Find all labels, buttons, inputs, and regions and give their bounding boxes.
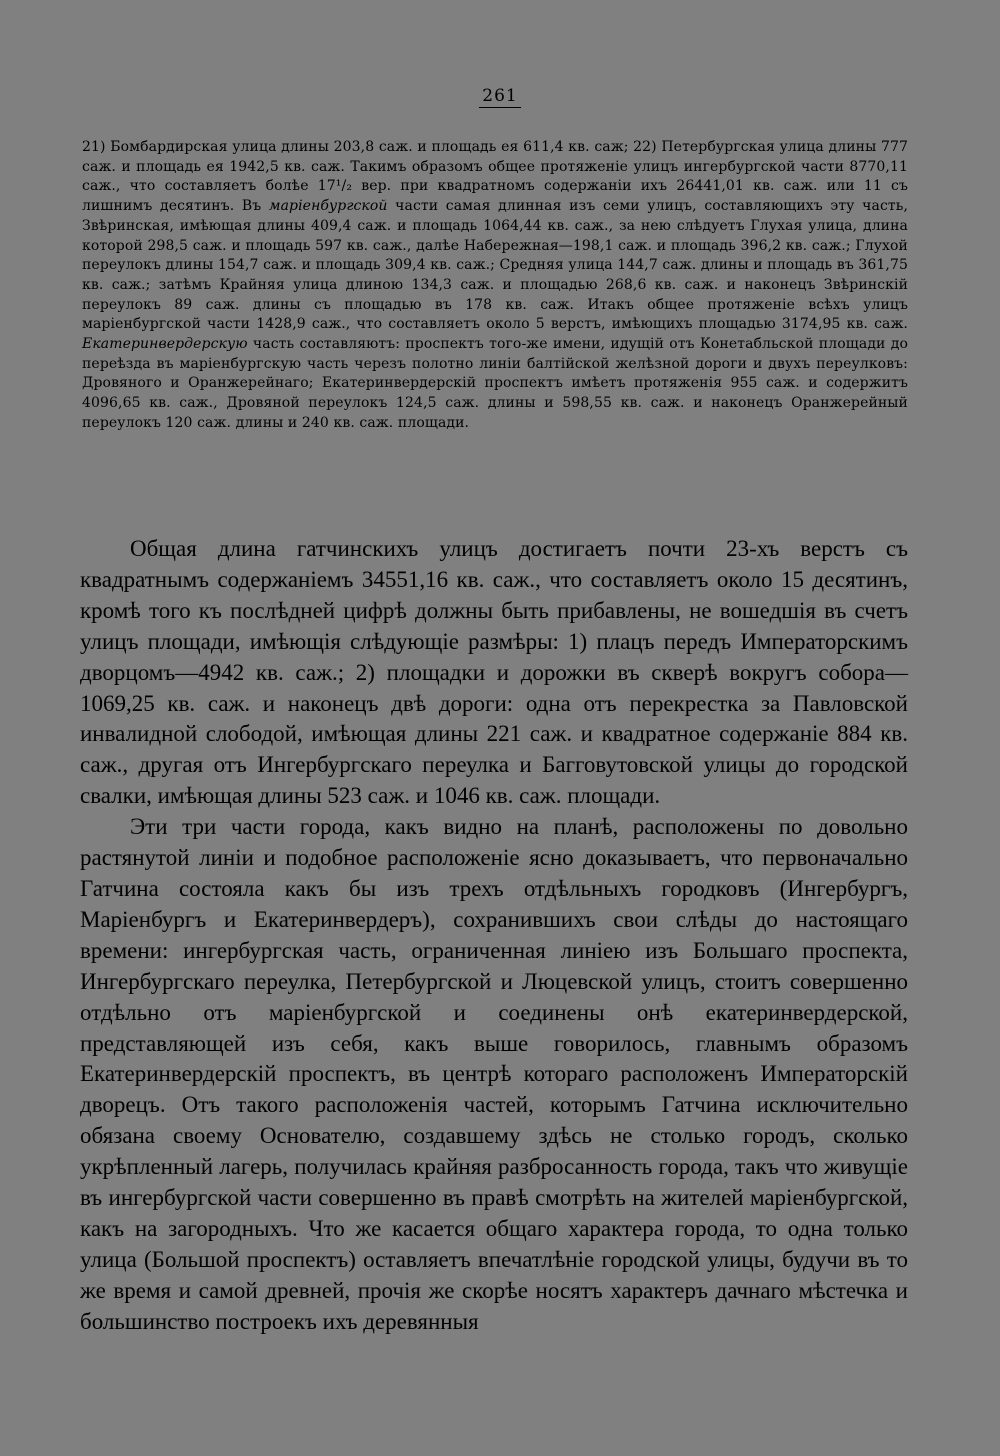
paragraph-city-parts: Эти три части города, какъ видно на планѣ, расположены по довольно растянутой линіи и подобное расположеніе ясно доказываетъ, что первоначально Гатчина состояла какъ бы изъ трехъ отдѣльныхъ городковъ (Ингербургъ, Маріенбургъ и Екатеринвердеръ), сохранившихъ свои слѣды до настоящаго времени: ингербургская часть, ограниченная линіею изъ Большаго проспекта, Ингербургскаго переулка, Петербургской и Люцевской улицъ, стоитъ совершенно отдѣльно отъ маріенбургской и соединены онѣ екатеринвердерской, представляющей изъ себя, какъ выше говорилось, главнымъ образомъ Екатеринвердерскій проспектъ, въ центрѣ котораго расположенъ Императорскій дворецъ. Отъ такого расположенія частей, которымъ Гатчина исключительно обязана своему Основателю, создавшему здѣсь не столько городъ, сколько укрѣпленный лагерь, получилась крайняя разбросанность города, такъ что живущіе въ ингербургской части совершенно въ правѣ смотрѣть на жителей маріенбургской, какъ на загородныхъ. Что же касается общаго характера города, то одна только улица (Большой проспектъ) оставляетъ впечатлѣніе городской улицы, будучи въ то же время и самой древней, прочія же скорѣе носятъ характеръ дачнаго мѣстечка и большинство построекъ ихъ деревянныя (80, 814, 908, 1334)
footnote-text-1: 21) Бомбардирская улица длины 203,8 саж. и площадь ея 611,4 кв. саж; 22) Петербургская улица длины 777 саж. и площадь ея 1942,5 кв. саж. Такимъ образомъ общее протяженіе улицъ ингербургской части 8770,11 саж., что составляетъ болѣе 17¹/₂ вер. при квадратномъ содержаніи ихъ 26441,01 кв. саж. или 11 съ лишнимъ десятинъ. Въ (82, 139, 908, 215)
footnote (82, 138, 908, 434)
footnote-text-2: части самая длинная изъ семи улицъ, составляющихъ эту часть, Звѣринская, имѣющая длины 409,4 саж. и площадь 1064,44 кв. саж., за нею слѣдуетъ Глухая улица, длина которой 298,5 саж. и площадь 597 кв. саж., далѣе Набережная—198,1 саж. и площадь 396,2 кв. саж.; Глухой переулокъ длины 154,7 саж. и площадь 309,4 кв. саж.; Средняя улица 144,7 саж. длины и площадь въ 361,75 кв. саж.; затѣмъ Крайняя улица длиною 134,3 саж. и площадью 268,6 кв. саж. и наконецъ Звѣринскій переулокъ 89 саж. длины съ площадью въ 178 кв. саж. Итакъ общее протяженіе всѣхъ улицъ маріенбургской части 1428,9 саж., что составляетъ около 5 верстъ, имѣющихъ площадью 3174,95 кв. саж. (82, 198, 908, 333)
main-text (80, 534, 908, 1338)
footnote-emphasis-marienburg: маріенбургской (268, 198, 388, 215)
footnote-emphasis-ekaterinverder: Екатеринвердерскую (82, 336, 248, 353)
footnote-text-3: часть составляютъ: проспектъ того-же имени, идущій отъ Конетабльской площади до переѣзда въ маріенбургскую часть черезъ полотно линіи балтійской желѣзной дороги и двухъ переулковъ: Дровяного и Оранжерейнаго; Екатеринвердерскій проспектъ имѣетъ протяженія 955 саж. и содержитъ 4096,65 кв. саж., Дровяной переулокъ 124,5 саж. длины и 598,55 кв. саж. и наконецъ Оранжерейный переулокъ 120 саж. длины и 240 кв. саж. площади. (82, 336, 908, 431)
paragraph-street-lengths: Общая длина гатчинскихъ улицъ достигаетъ почти 23-хъ верстъ съ квадратнымъ содержаніемъ 34551,16 кв. саж., что составляетъ около 15 десятинъ, кромѣ того къ послѣдней цифрѣ должны быть прибавлены, не вошедшія въ счетъ улицъ площади, имѣющія слѣдующіе размѣры: 1) плацъ передъ Императорскимъ дворцомъ—4942 кв. саж.; 2) площадки и дорожки въ скверѣ вокругъ собора—1069,25 кв. саж. и наконецъ двѣ дороги: одна отъ перекрестка за Павловской инвалидной слободой, имѣющая длины 221 саж. и квадратное содержаніе 884 кв. саж., другая отъ Ингербургскаго переулка и Багговутовской улицы до городской свалки, имѣющая длины 523 саж. и 1046 кв. саж. площади. (80, 536, 908, 809)
page-number-text: 261 (479, 86, 520, 108)
page-number (0, 86, 1000, 108)
